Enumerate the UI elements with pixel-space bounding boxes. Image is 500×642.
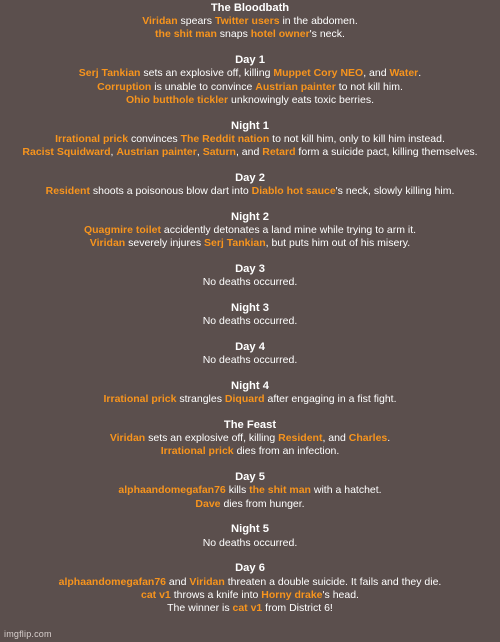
tribute-name: the shit man (249, 484, 311, 497)
tribute-name: Muppet Cory NEO (273, 67, 364, 80)
event-text: No deaths occurred. (202, 354, 298, 367)
section-title: The Bloodbath (210, 2, 290, 14)
event-text: dies from an infection. (233, 445, 340, 458)
event-text: No deaths occurred. (202, 536, 298, 549)
section-title: Night 1 (231, 119, 269, 132)
section-the-feast (0, 419, 500, 459)
event-text: , and (235, 146, 263, 159)
event-text: , (196, 146, 203, 159)
section-title: The Feast (223, 419, 277, 432)
tribute-name: Austrian painter (255, 80, 336, 93)
event-line (0, 354, 500, 367)
section-day-5 (0, 471, 500, 511)
tribute-name: Quagmire toilet (83, 224, 161, 237)
event-text: . (418, 67, 422, 80)
tribute-name: cat v1 (232, 602, 263, 615)
event-line (0, 67, 500, 80)
event-text: No deaths occurred. (202, 315, 298, 328)
event-line (0, 237, 500, 250)
event-line (0, 224, 500, 237)
tribute-name: Resident (45, 185, 90, 198)
event-text: 's neck, slowly killing him. (335, 185, 455, 198)
event-text: accidently detonates a land mine while trying to arm it. (160, 224, 417, 237)
event-text: after engaging in a fist fight. (264, 393, 397, 406)
event-text: , and (322, 432, 349, 445)
event-line (0, 315, 500, 328)
tribute-name: Diquard (224, 393, 265, 406)
section-night-1 (0, 120, 500, 160)
event-text: is unable to convince (151, 80, 256, 93)
section-night-3 (0, 302, 500, 328)
event-line (0, 576, 500, 589)
event-text: sets an explosive off, killing (140, 67, 274, 80)
section-the-bloodbath (0, 2, 500, 42)
event-line (0, 445, 500, 458)
tribute-name: Viridan (142, 15, 178, 28)
event-text: from District 6! (262, 602, 333, 615)
event-text: to not kill him. (335, 80, 403, 93)
event-text: shoots a poisonous blow dart into (89, 185, 252, 198)
tribute-name: Viridan (109, 432, 146, 445)
event-text: 's head. (322, 588, 359, 601)
event-line (0, 276, 500, 289)
event-line (0, 484, 500, 497)
tribute-name: Water (389, 67, 419, 80)
tribute-name: Serj Tankian (78, 67, 141, 80)
section-title: Day 6 (235, 562, 265, 575)
event-text: threaten a double suicide. It fails and they die. (224, 575, 442, 588)
tribute-name: Dave (195, 497, 221, 510)
event-line (0, 185, 500, 198)
section-title: Night 5 (231, 523, 269, 536)
section-title: Day 5 (235, 471, 265, 484)
event-text: , but puts him out of his misery. (265, 237, 411, 250)
tribute-name: Viridan (189, 575, 225, 588)
tribute-name: Irrational prick (55, 132, 129, 145)
event-text: 's neck. (309, 28, 345, 41)
event-text: spears (177, 15, 215, 28)
tribute-name: the shit man (155, 28, 217, 41)
event-line (0, 94, 500, 107)
section-day-4 (0, 341, 500, 367)
event-text: kills (225, 484, 250, 497)
event-text: , (110, 146, 117, 159)
tribute-name: Saturn (202, 146, 236, 159)
tribute-name: cat v1 (141, 588, 171, 601)
event-text: sets an explosive off, killing (145, 432, 279, 445)
event-line (0, 602, 500, 615)
event-line (0, 589, 500, 602)
tribute-name: alphaandomegafan76 (58, 575, 167, 588)
event-text: in the abdomen. (279, 15, 358, 28)
tribute-name: Retard (262, 146, 296, 159)
section-night-5 (0, 523, 500, 549)
event-line (0, 28, 500, 41)
tribute-name: Twitter users (214, 15, 280, 28)
section-title: Night 4 (231, 380, 269, 393)
tribute-name: Austrian painter (116, 146, 197, 159)
event-text: unknowingly eats toxic berries. (228, 93, 374, 106)
event-line (0, 15, 500, 28)
tribute-name: Horny drake (261, 588, 323, 601)
section-day-3 (0, 263, 500, 289)
section-night-2 (0, 211, 500, 251)
section-title: Day 2 (235, 171, 265, 184)
section-night-4 (0, 380, 500, 406)
event-text: severely injures (125, 237, 204, 250)
event-line (0, 537, 500, 550)
tribute-name: Resident (278, 432, 323, 445)
section-title: Day 3 (235, 263, 265, 276)
event-line (0, 81, 500, 94)
tribute-name: Diablo hot sauce (251, 185, 336, 198)
section-day-2 (0, 172, 500, 198)
event-text: dies from hunger. (220, 497, 305, 510)
section-title: Night 3 (231, 302, 269, 315)
event-text: snaps (216, 28, 251, 41)
event-text: No deaths occurred. (202, 276, 298, 289)
tribute-name: Ohio butthole tickler (126, 93, 229, 106)
imgflip-watermark: imgflip.com (4, 629, 52, 639)
event-line (0, 146, 500, 159)
section-day-1 (0, 54, 500, 107)
event-text: with a hatchet. (310, 484, 382, 497)
event-line (0, 133, 500, 146)
event-text: throws a knife into (170, 588, 262, 601)
tribute-name: Charles (348, 432, 388, 445)
tribute-name: Corruption (97, 80, 152, 93)
tribute-name: Viridan (89, 237, 126, 250)
event-text: to not kill him, only to kill him instead. (269, 132, 445, 145)
event-text: and (166, 575, 190, 588)
tribute-name: Serj Tankian (203, 237, 266, 250)
tribute-name: hotel owner (250, 28, 310, 41)
section-day-6 (0, 562, 500, 615)
event-line (0, 498, 500, 511)
tribute-name: alphaandomegafan76 (118, 484, 226, 497)
event-text: The winner is (167, 602, 233, 615)
event-line (0, 432, 500, 445)
section-title: Day 4 (235, 341, 265, 354)
event-text: , and (363, 67, 390, 80)
section-title: Night 2 (231, 210, 269, 223)
event-text: strangles (176, 393, 225, 406)
section-title: Day 1 (235, 54, 265, 67)
event-line (0, 393, 500, 406)
event-text: . (387, 432, 391, 445)
event-text: convinces (128, 132, 181, 145)
event-text: form a suicide pact, killing themselves. (295, 146, 478, 159)
tribute-name: Irrational prick (160, 445, 234, 458)
tribute-name: Racist Squidward (22, 146, 111, 159)
tribute-name: Irrational prick (103, 393, 177, 406)
tribute-name: The Reddit nation (180, 132, 270, 145)
